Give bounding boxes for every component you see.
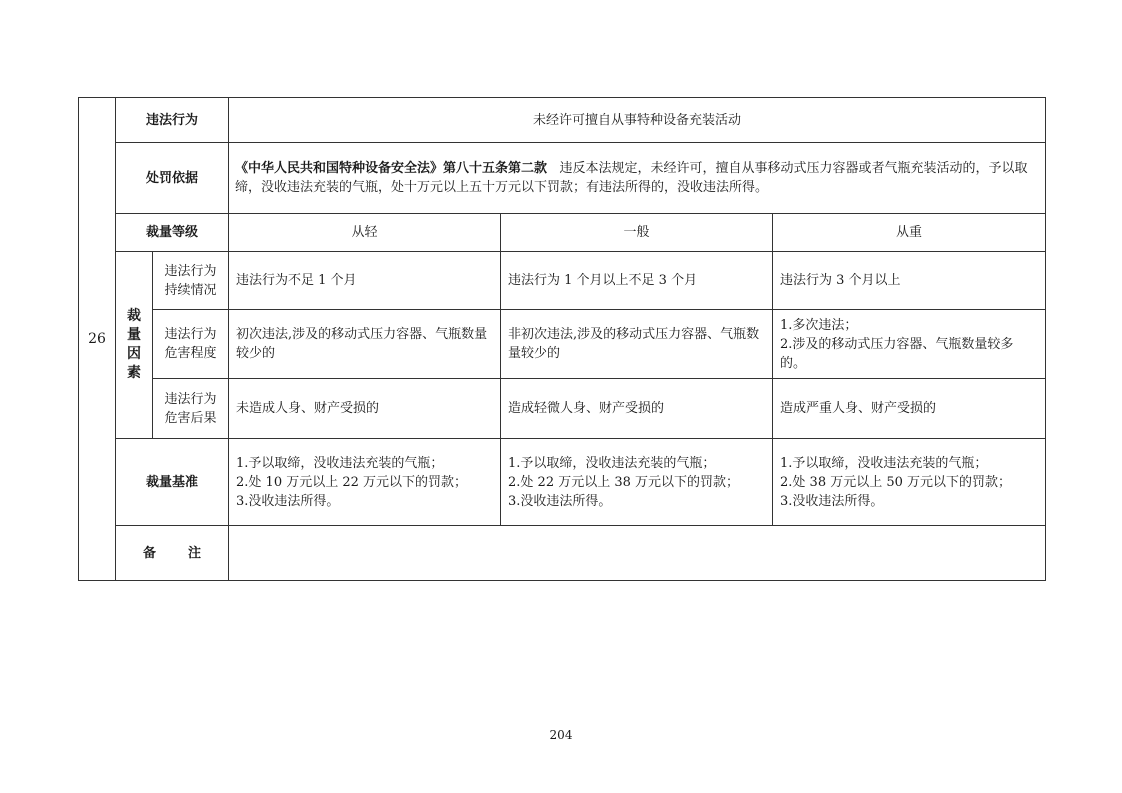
factor-harm-degree-label: 违法行为 危害程度 [153, 310, 229, 379]
remark-label: 备 注 [116, 526, 229, 581]
standard-light: 1.予以取缔，没收违法充装的气瓶； 2.处 10 万元以上 22 万元以下的罚款； 3.没收违法所得。 [229, 439, 501, 526]
level-normal: 一般 [501, 214, 773, 252]
factor-duration-row [79, 252, 1046, 310]
page-number: 204 [549, 728, 573, 742]
harm-degree-normal: 非初次违法,涉及的移动式压力容器、气瓶数量较少的 [501, 310, 773, 379]
basis-row [79, 143, 1046, 214]
factor-harm-result-label: 违法行为 危害后果 [153, 379, 229, 439]
discretion-table [78, 97, 1046, 581]
harm-result-normal: 造成轻微人身、财产受损的 [501, 379, 773, 439]
duration-heavy: 违法行为 3 个月以上 [773, 252, 1046, 310]
standard-heavy: 1.予以取缔，没收违法充装的气瓶； 2.处 38 万元以上 50 万元以下的罚款； 3.没收违法所得。 [773, 439, 1046, 526]
basis-label: 处罚依据 [116, 143, 229, 214]
harm-degree-heavy: 1.多次违法； 2.涉及的移动式压力容器、气瓶数量较多的。 [773, 310, 1046, 379]
factors-group-label: 裁 量 因 素 [116, 252, 153, 439]
basis-value [229, 143, 1046, 214]
standard-normal: 1.予以取缔，没收违法充装的气瓶； 2.处 22 万元以上 38 万元以下的罚款； 3.没收违法所得。 [501, 439, 773, 526]
duration-normal: 违法行为 1 个月以上不足 3 个月 [501, 252, 773, 310]
factor-harm-result-row [79, 379, 1046, 439]
level-light: 从轻 [229, 214, 501, 252]
harm-result-heavy: 造成严重人身、财产受损的 [773, 379, 1046, 439]
factor-duration-label: 违法行为 持续情况 [153, 252, 229, 310]
item-number: 26 [79, 98, 116, 581]
violation-row [79, 98, 1046, 143]
basis-law-title: 《中华人民共和国特种设备安全法》第八十五条第二款 [235, 161, 548, 176]
factor-harm-degree-row [79, 310, 1046, 379]
remark-value [229, 526, 1046, 581]
level-heavy: 从重 [773, 214, 1046, 252]
standard-row [79, 439, 1046, 526]
basis-law-text: 违反本法规定，未经许可，擅自从事移动式压力容器或者气瓶充装活动的，予以取缔，没收违法充装的气瓶，处十万元以上五十万元以下罚款；有违法所得的，没收违法所得。 [235, 161, 1028, 195]
level-row [79, 214, 1046, 252]
violation-label: 违法行为 [116, 98, 229, 143]
duration-light: 违法行为不足 1 个月 [229, 252, 501, 310]
remark-row [79, 526, 1046, 581]
violation-value: 未经许可擅自从事特种设备充装活动 [229, 98, 1046, 143]
harm-result-light: 未造成人身、财产受损的 [229, 379, 501, 439]
harm-degree-light: 初次违法,涉及的移动式压力容器、气瓶数量较少的 [229, 310, 501, 379]
level-label: 裁量等级 [116, 214, 229, 252]
standard-label: 裁量基准 [116, 439, 229, 526]
